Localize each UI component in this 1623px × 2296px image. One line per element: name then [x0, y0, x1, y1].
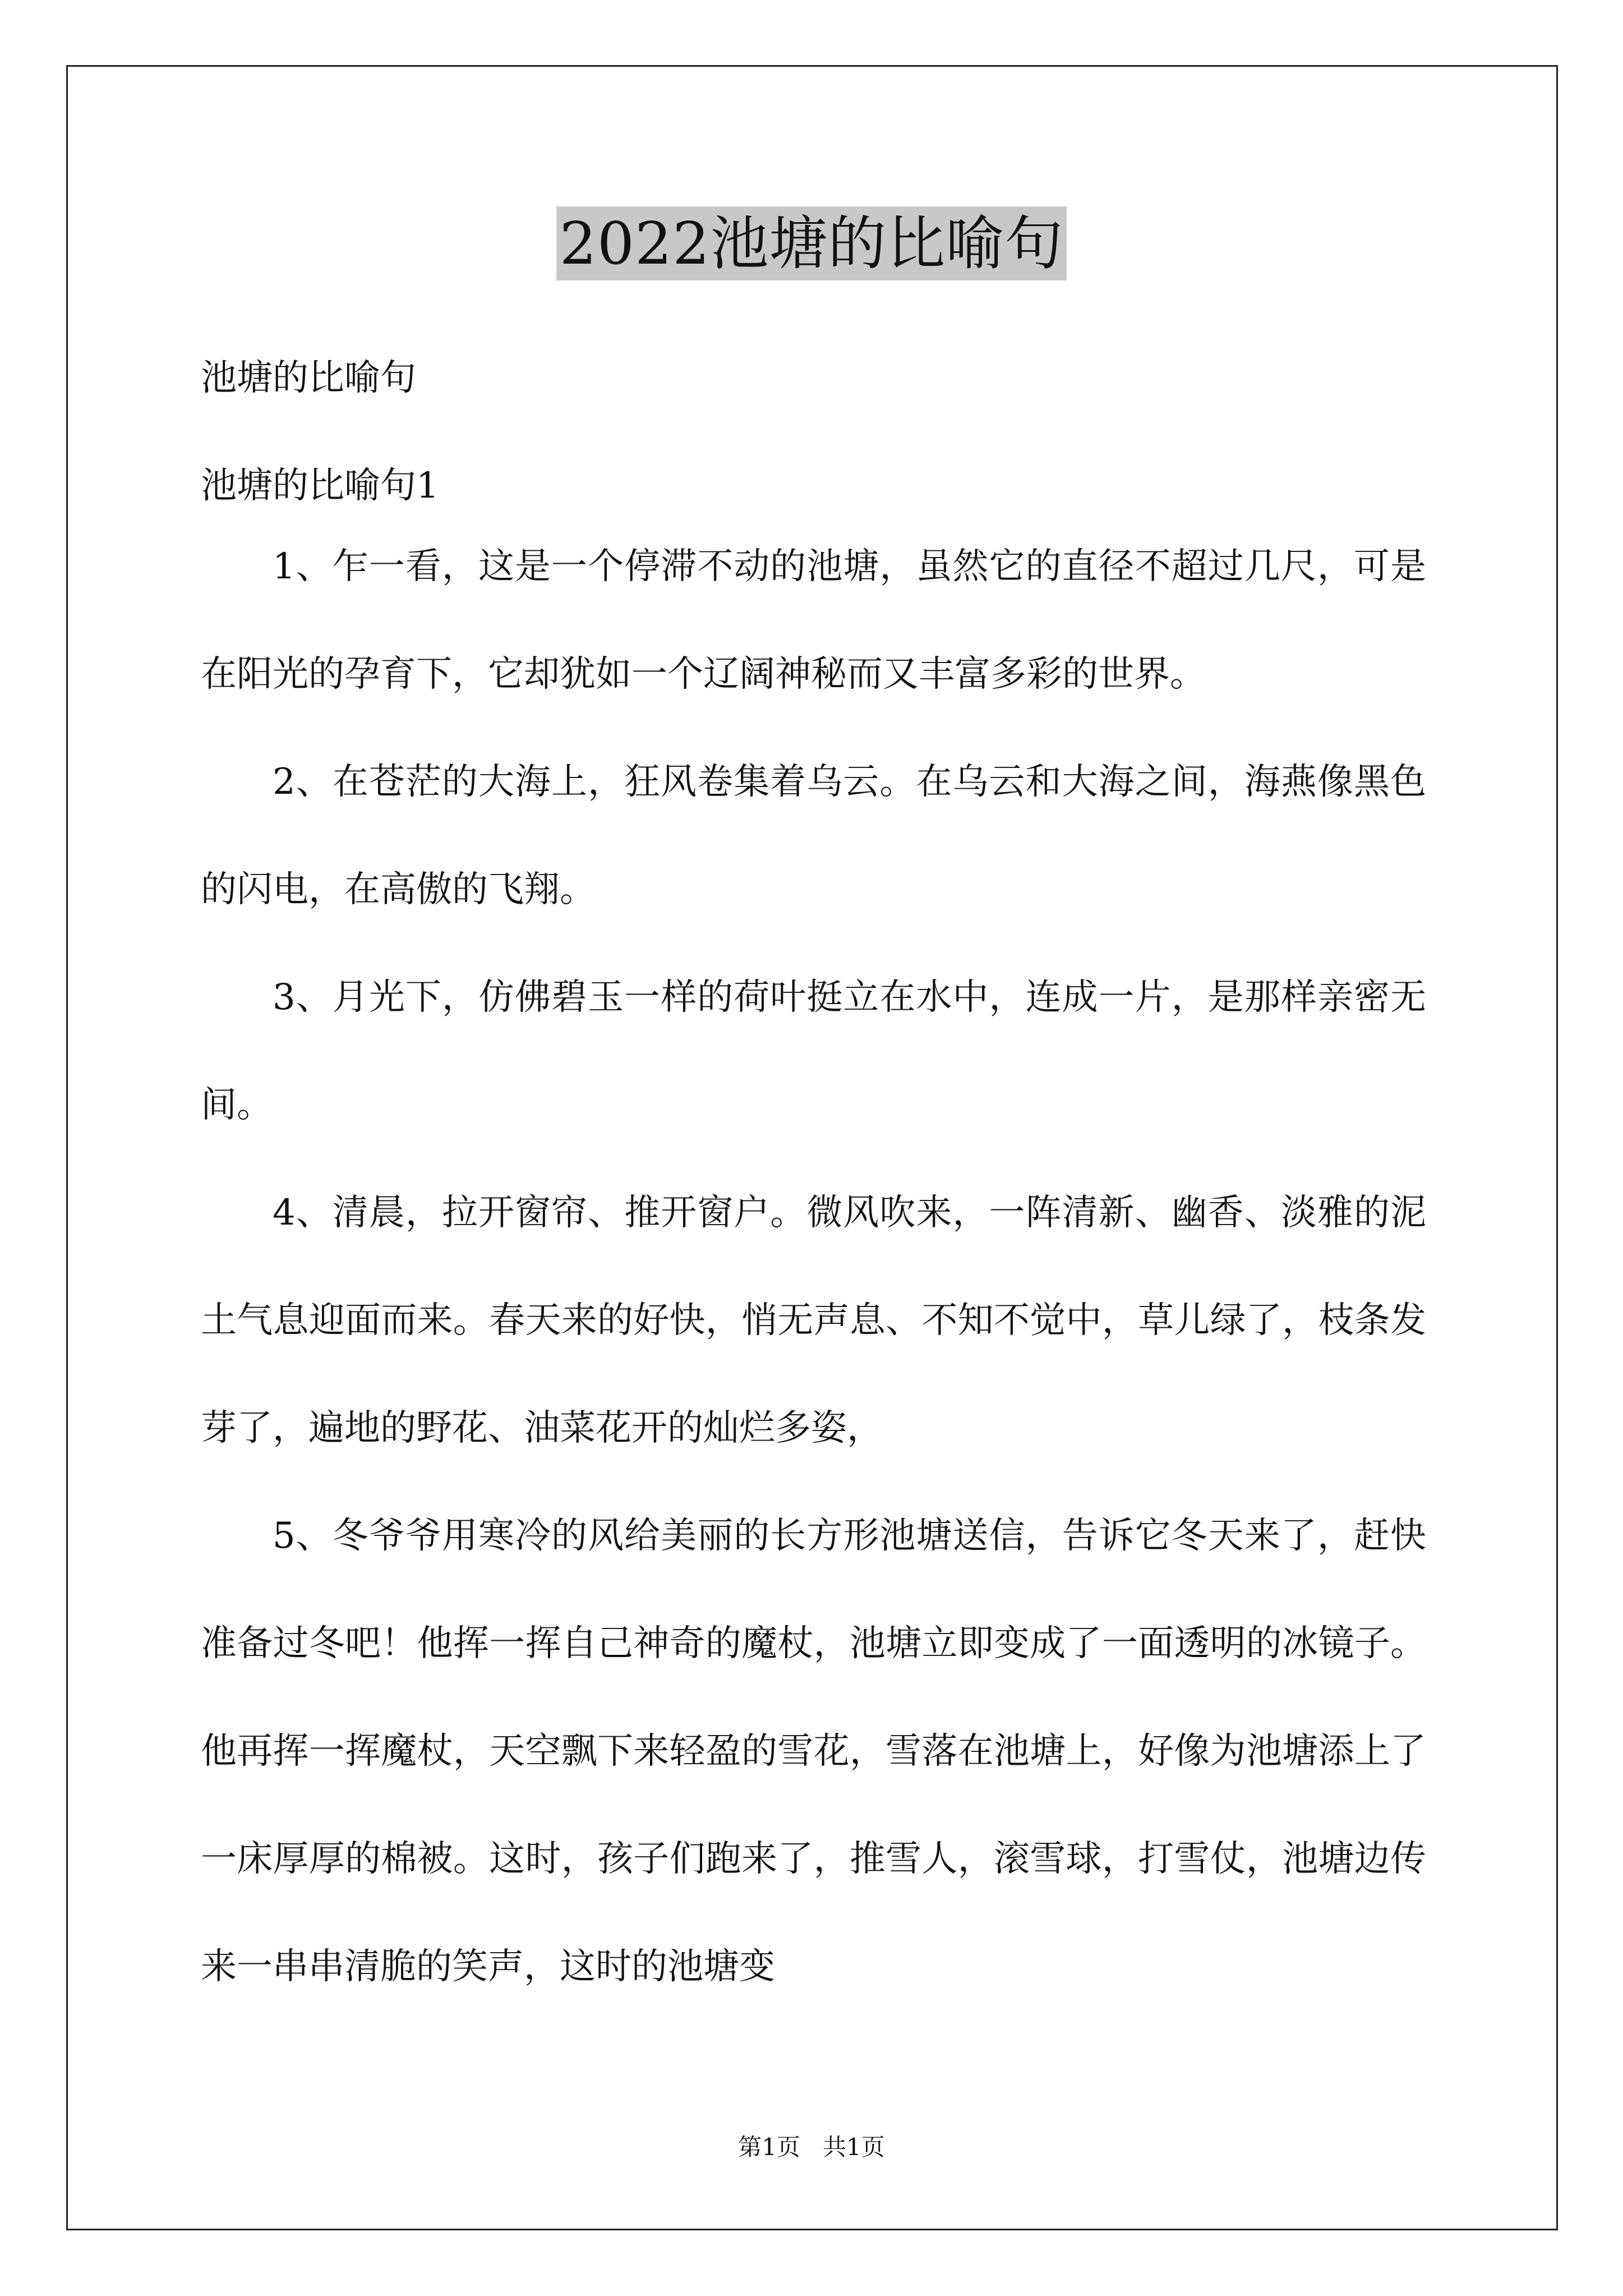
page-number-footer: 第1页 共1页 — [738, 2133, 885, 2161]
paragraph-2: 2、在苍茫的大海上，狂风卷集着乌云。在乌云和大海之间，海燕像黑色的闪电，在高傲的飞翔。 — [201, 761, 1426, 910]
paragraph-1: 1、乍一看，这是一个停滞不动的池塘，虽然它的直径不超过几尺，可是在阳光的孕育下，它却犹如一个辽阔神秘而又丰富多彩的世界。 — [201, 546, 1426, 695]
section-heading: 池塘的比喻句1 — [201, 465, 439, 507]
paragraph-3: 3、月光下，仿佛碧玉一样的荷叶挺立在水中，连成一片，是那样亲密无间。 — [201, 977, 1426, 1126]
paragraph-5: 5、冬爷爷用寒冷的风给美丽的长方形池塘送信，告诉它冬天来了，赶快准备过冬吧！他挥一挥自己神奇的魔杖，池塘立即变成了一面透明的冰镜子。他再挥一挥魔杖，天空飘下来轻盈的雪花，雪落在池塘上，好像为池塘添上了一床厚厚的棉被。这时，孩子们跑来了，推雪人，滚雪球，打雪仗，池塘边传来一串串清脆的笑声，这时的池塘变 — [201, 1515, 1426, 1987]
page-title: 2022池塘的比喻句 — [556, 206, 1067, 280]
title-container — [0, 206, 1623, 280]
paragraph-4: 4、清晨，拉开窗帘、推开窗户。微风吹来，一阵清新、幽香、淡雅的泥土气息迎面而来。春天来的好快，悄无声息、不知不觉中，草儿绿了，枝条发芽了，遍地的野花、油菜花开的灿烂多姿， — [201, 1192, 1426, 1449]
subtitle: 池塘的比喻句 — [201, 357, 416, 399]
